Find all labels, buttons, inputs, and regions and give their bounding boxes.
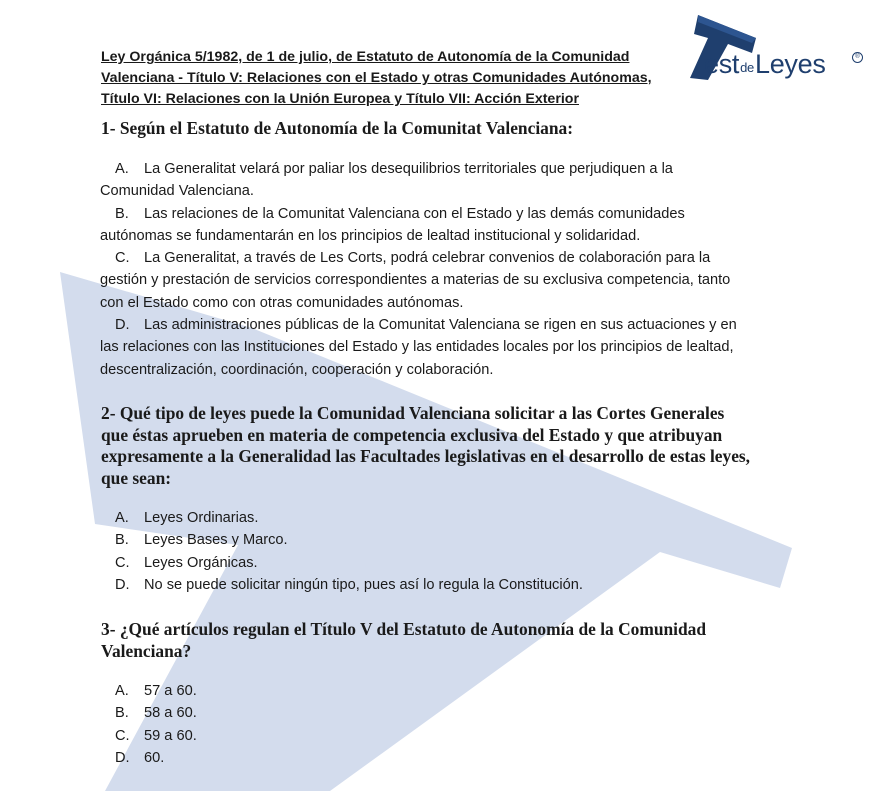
option-2b: B. Leyes Bases y Marco. — [115, 532, 288, 549]
option-1c: C. La Generalitat, a través de Les Corts, podrá celebrar convenios de colaboración para la gestión y prestación de servicios correspondientes a materias de su exclusiva competencia, tanto con el Estado como con otras comunidades autónomas. — [100, 250, 731, 311]
option-1b: B. Las relaciones de la Comunitat Valenciana con el Estado y las demás comunidades autónomas se fundamentarán en los principios de lealtad institucional y solidaridad. — [100, 205, 685, 244]
question-2-options — [100, 507, 750, 596]
question-3: 3- ¿Qué artículos regulan el Título V del Estatuto de Autonomía de la Comunidad Valenciana? — [101, 619, 707, 661]
logo-wordmark: estdeLeyes — [704, 49, 826, 79]
question-1: 1- Según el Estatuto de Autonomía de la Comunitat Valenciana: — [101, 118, 574, 138]
registered-mark: ® — [852, 52, 863, 63]
option-3c: C. 59 a 60. — [115, 727, 197, 744]
document-title: Ley Orgánica 5/1982, de 1 de julio, de Estatuto de Autonomía de la Comunidad Valenciana - Título V: Relaciones con el Estado y otras Comunidades Autónomas, Título VI: Relaciones con la Unión Europea y Título VII: Acción Exterior — [101, 49, 652, 107]
option-1d: D. Las administraciones públicas de la Comunitat Valenciana se rigen en sus actuaciones y en las relaciones con las Instituciones del Estado y las entidades locales por los principios de lealtad, descentralización, coordinación, cooperación y colaboración. — [100, 317, 737, 378]
option-3d: D. 60. — [115, 749, 165, 766]
option-2c: C. Leyes Orgánicas. — [115, 554, 258, 571]
option-2d: D. No se puede solicitar ningún tipo, pues así lo regula la Constitución. — [115, 576, 583, 593]
option-1a: A. La Generalitat velará por paliar los desequilibrios territoriales que perjudiquen a la Comunidad Valenciana. — [100, 161, 673, 200]
option-3a: A. 57 a 60. — [115, 683, 197, 699]
option-3b: B. 58 a 60. — [115, 705, 197, 722]
question-1-options — [100, 158, 750, 381]
question-2: 2- Qué tipo de leyes puede la Comunidad Valenciana solicitar a las Cortes Generales que éstas aprueben en materia de competencia exclusiva del Estado y que atribuyan expresamente a la Generalidad las Facultades legislativas en el desarrollo de estas leyes, que sean: — [101, 403, 751, 488]
option-2a: A. Leyes Ordinarias. — [115, 510, 259, 526]
question-3-options — [100, 680, 750, 769]
